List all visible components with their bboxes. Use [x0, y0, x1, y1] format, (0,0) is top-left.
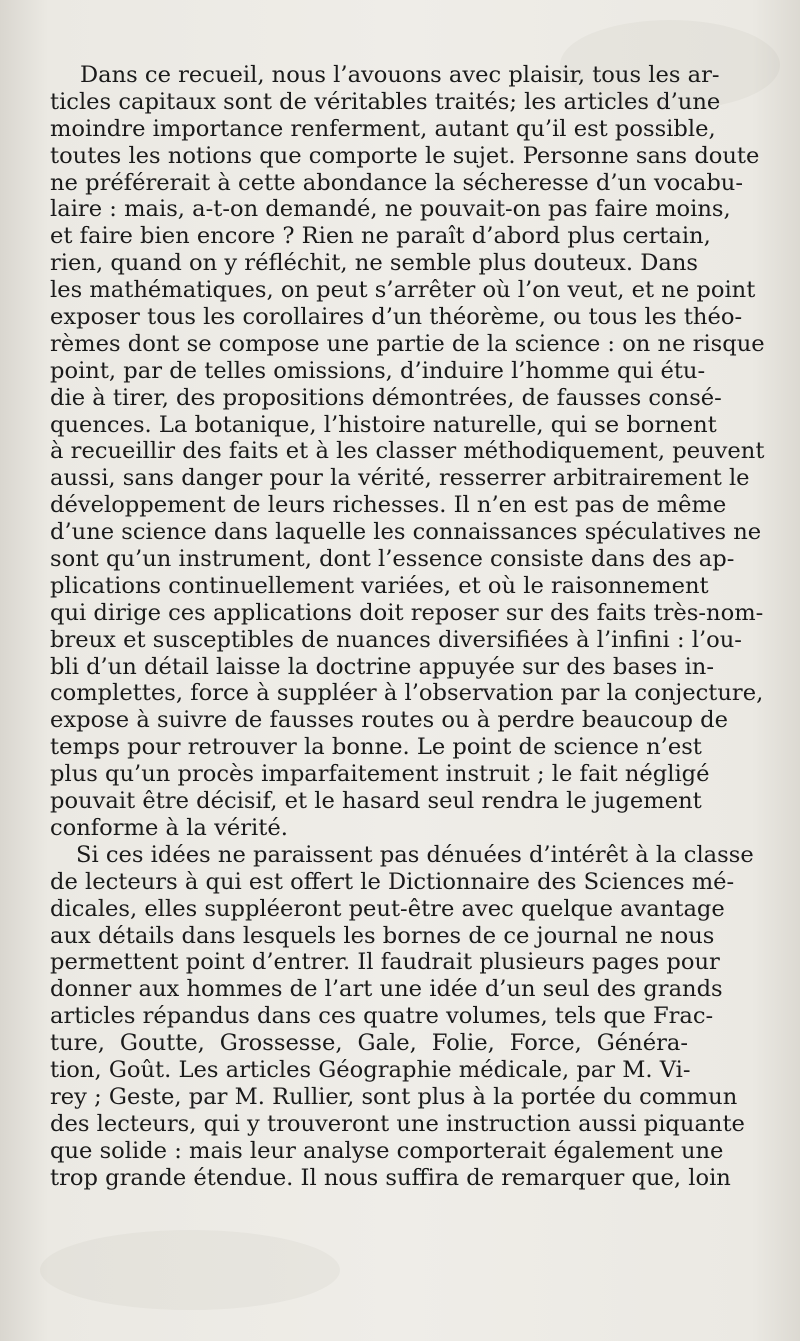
- text-line: exposer tous les corollaires d’un théorème, ou tous les théo-: [50, 304, 743, 331]
- text-line: ticles capitaux sont de véritables traités; les articles d’une: [50, 88, 721, 115]
- text-line: des lecteurs, qui y trouveront une instruction aussi piquante: [50, 1110, 745, 1137]
- text-line: laire : mais, a-t-on demandé, ne pouvait-on pas faire moins,: [50, 196, 731, 223]
- text-line: qui dirige ces applications doit reposer sur des faits très-nom-: [50, 599, 764, 626]
- text-line: ne préférerait à cette abondance la sécheresse d’un vocabu-: [50, 169, 743, 196]
- text-line: aussi, sans danger pour la vérité, resserrer arbitrairement le: [50, 465, 750, 492]
- text-line: Si ces idées ne paraissent pas dénuées d’intérêt à la classe: [76, 841, 754, 868]
- text-line: les mathématiques, on peut s’arrêter où l’on veut, et ne point: [50, 277, 756, 304]
- text-line: quences. La botanique, l’histoire naturelle, qui se bornent: [50, 411, 717, 438]
- text-line: permettent point d’entrer. Il faudrait plusieurs pages pour: [50, 949, 720, 976]
- text-line: de lecteurs à qui est offert le Dictionnaire des Sciences mé-: [50, 868, 735, 895]
- text-line: trop grande étendue. Il nous suffira de remarquer que, loin: [50, 1164, 731, 1191]
- text-line: breux et susceptibles de nuances diversifiées à l’infini : l’ou-: [50, 626, 742, 653]
- body-text: [50, 62, 765, 1191]
- text-line: rey ; Geste, par M. Rullier, sont plus à la portée du commun: [50, 1083, 738, 1110]
- text-line: sont qu’un instrument, dont l’essence consiste dans des ap-: [50, 546, 735, 573]
- text-line: conforme à la vérité.: [50, 814, 288, 841]
- text-line: temps pour retrouver la bonne. Le point de science n’est: [50, 734, 702, 761]
- text-line: rèmes dont se compose une partie de la science : on ne risque: [50, 330, 765, 357]
- paragraph-2: [50, 841, 754, 1192]
- text-line: expose à suivre de fausses routes ou à perdre beaucoup de: [50, 707, 728, 734]
- text-line: tion, Goût. Les articles Géographie médicale, par M. Vi-: [50, 1056, 691, 1083]
- text-line: rien, quand on y réfléchit, ne semble plus douteux. Dans: [50, 250, 698, 277]
- text-line: d’une science dans laquelle les connaissances spéculatives ne: [50, 519, 762, 546]
- text-line: point, par de telles omissions, d’induire l’homme qui étu-: [50, 357, 706, 384]
- text-line: développement de leurs richesses. Il n’en est pas de même: [50, 492, 727, 519]
- text-line: ture, Goutte, Grossesse, Gale, Folie, Force, Généra-: [50, 1030, 688, 1057]
- text-line: et faire bien encore ? Rien ne paraît d’abord plus certain,: [50, 223, 711, 250]
- text-line: dicales, elles suppléeront peut-être avec quelque avantage: [50, 895, 725, 922]
- text-line: à recueillir des faits et à les classer méthodiquement, peuvent: [50, 438, 765, 465]
- text-line: complettes, force à suppléer à l’observation par la conjecture,: [50, 680, 764, 707]
- text-line: die à tirer, des propositions démontrées, de fausses consé-: [50, 384, 722, 411]
- text-line: toutes les notions que comporte le sujet. Personne sans doute: [50, 142, 760, 169]
- text-line: donner aux hommes de l’art une idée d’un seul des grands: [50, 976, 723, 1003]
- paper-stain: [40, 1230, 340, 1310]
- text-line: plus qu’un procès imparfaitement instruit ; le fait négligé: [50, 761, 710, 788]
- text-line: que solide : mais leur analyse comporterait également une: [50, 1137, 724, 1164]
- text-line: moindre importance renferment, autant qu’il est possible,: [50, 115, 716, 142]
- paragraph-1: [50, 62, 765, 842]
- text-line: articles répandus dans ces quatre volumes, tels que Frac-: [50, 1003, 714, 1030]
- text-line: plications continuellement variées, et où le raisonnement: [50, 572, 709, 599]
- text-line: bli d’un détail laisse la doctrine appuyée sur des bases in-: [50, 653, 714, 680]
- text-line: Dans ce recueil, nous l’avouons avec plaisir, tous les ar-: [80, 62, 720, 88]
- text-line: aux détails dans lesquels les bornes de ce journal ne nous: [50, 922, 715, 949]
- text-line: pouvait être décisif, et le hasard seul rendra le jugement: [50, 788, 702, 815]
